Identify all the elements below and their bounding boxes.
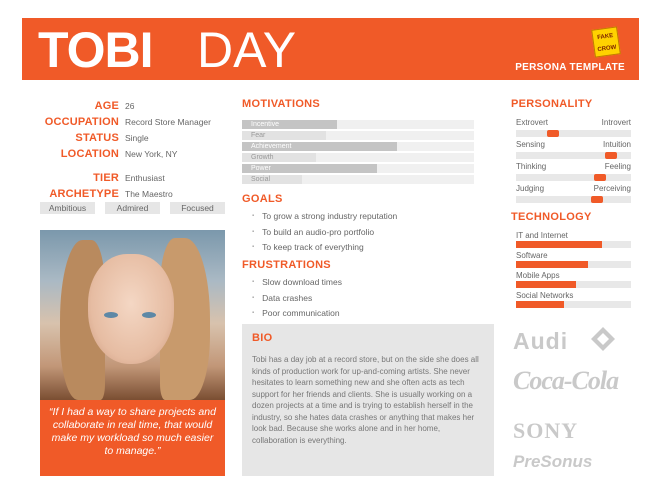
field-key: TIER <box>93 172 119 184</box>
field-value: Single <box>125 133 149 143</box>
field-key: OCCUPATION <box>44 116 119 128</box>
motivation-label: Incentive <box>251 121 280 128</box>
technology-bar <box>511 251 631 269</box>
motivation-label: Fear <box>251 132 266 139</box>
goal-item: ▪ To keep track of everything <box>252 240 482 256</box>
slider-left-label: Judging <box>516 184 545 193</box>
personality-slider <box>511 184 631 206</box>
slider-track <box>516 174 631 181</box>
field-key: ARCHETYPE <box>49 188 119 200</box>
field-value: The Maestro <box>125 189 173 199</box>
motivation-label: Power <box>251 165 271 172</box>
personality-slider <box>511 118 631 140</box>
frustrations-section <box>242 259 482 322</box>
persona-last-name: DAY <box>197 22 297 78</box>
persona-photo <box>40 230 225 400</box>
personality-title: PERSONALITY <box>511 98 593 110</box>
slider-right-label: Feeling <box>604 162 631 171</box>
trait-tag: Ambitious <box>40 202 95 214</box>
motivations-section <box>242 98 482 184</box>
slider-right-label: Perceiving <box>593 184 631 193</box>
header-banner <box>22 18 639 80</box>
personality-section <box>511 98 631 206</box>
bio-title: BIO <box>252 332 273 344</box>
slider-right-label: Introvert <box>601 118 631 127</box>
goals-title: GOALS <box>242 193 283 205</box>
photo-eye <box>142 312 156 318</box>
field-value: New York, NY <box>125 149 178 159</box>
technology-section <box>511 211 631 309</box>
presonus-logo: PreSonus <box>513 452 593 471</box>
persona-first-name: TOBI <box>38 22 153 78</box>
field-value: 26 <box>125 101 135 111</box>
motivation-bar <box>242 141 482 151</box>
field-location <box>28 146 228 162</box>
motivation-bar <box>242 163 482 173</box>
persona-quote: “If I had a way to share projects and collaborate in real time, that would make my workload so much easier to manage.” <box>40 400 225 476</box>
technology-bar <box>511 291 631 309</box>
motivation-label: Achievement <box>251 143 292 150</box>
slider-knob <box>547 130 559 137</box>
technology-bars <box>511 231 631 309</box>
spacer <box>28 162 228 170</box>
personality-slider <box>511 140 631 162</box>
bar-fill <box>516 261 588 268</box>
spacer <box>511 223 631 229</box>
slider-left-label: Thinking <box>516 162 547 171</box>
bar-fill <box>516 281 576 288</box>
frustration-item: ▪ Poor communication <box>252 306 482 322</box>
field-occupation <box>28 114 228 130</box>
motivation-bars <box>242 119 482 184</box>
sony-logo: SONY <box>513 418 579 443</box>
spacer <box>511 110 631 118</box>
frustrations-title: FRUSTRATIONS <box>242 259 331 271</box>
frustration-item: ▪ Slow download times <box>252 275 482 291</box>
field-key: STATUS <box>75 132 119 144</box>
photo-eye <box>104 312 118 318</box>
field-key: LOCATION <box>60 148 119 160</box>
slider-knob <box>591 196 603 203</box>
trait-tags <box>40 202 225 214</box>
field-key: AGE <box>94 100 119 112</box>
slider-track <box>516 196 631 203</box>
personality-slider <box>511 162 631 184</box>
slider-left-label: Sensing <box>516 140 545 149</box>
technology-title: TECHNOLOGY <box>511 211 592 223</box>
motivation-bar <box>242 152 482 162</box>
motivation-label: Social <box>251 176 271 183</box>
technology-label: IT and Internet <box>516 231 568 240</box>
profile-fields <box>28 98 228 202</box>
persona-template-label: PERSONA TEMPLATE <box>515 62 625 73</box>
spacer <box>242 110 482 118</box>
frustration-item: ▪ Data crashes <box>252 291 482 307</box>
bar-fill <box>516 301 564 308</box>
bio-panel <box>242 324 494 476</box>
technology-label: Social Networks <box>516 291 574 300</box>
bar-fill <box>516 241 602 248</box>
technology-bar <box>511 231 631 249</box>
coca-cola-logo: Coca-Cola <box>513 366 619 395</box>
motivation-bar <box>242 119 482 129</box>
technology-label: Software <box>516 251 548 260</box>
motivation-bar <box>242 174 482 184</box>
motivation-bar <box>242 130 482 140</box>
goal-item: ▪ To build an audio-pro portfolio <box>252 225 482 241</box>
field-value: Record Store Manager <box>125 117 211 127</box>
slider-left-label: Extrovert <box>516 118 549 127</box>
field-age <box>28 98 228 114</box>
audi-mark-icon <box>590 326 616 352</box>
motivations-title: MOTIVATIONS <box>242 98 321 110</box>
personality-sliders <box>511 118 631 206</box>
field-value: Enthusiast <box>125 173 165 183</box>
logo-text-1: FAKE <box>596 32 614 42</box>
logo-text-2: CROW <box>597 44 617 54</box>
field-tier <box>28 170 228 186</box>
trait-tag: Focused <box>170 202 225 214</box>
bio-text: Tobi has a day job at a record store, but on the side she does all kinds of production work for up-and-coming artists. She never hesitates to learn something new and she often acts as tech support for her friends and clients. She is usually working on a dozen projects at a time and is trying to establish herself in the industry, so she hates data crashes or anything that makes her look bad. Because she works alone and in her home, collaboration is everything. <box>252 355 479 445</box>
goal-item: ▪ To grow a strong industry reputation <box>252 209 482 225</box>
photo-face <box>88 254 174 364</box>
technology-label: Mobile Apps <box>516 271 560 280</box>
technology-bar <box>511 271 631 289</box>
slider-knob <box>594 174 606 181</box>
fake-crow-logo-icon <box>591 26 621 57</box>
slider-knob <box>605 152 617 159</box>
goals-section <box>242 193 482 256</box>
audi-logo: Audi <box>513 328 569 354</box>
field-archetype <box>28 186 228 202</box>
motivation-label: Growth <box>251 154 274 161</box>
slider-track <box>516 130 631 137</box>
slider-right-label: Intuition <box>602 140 631 149</box>
trait-tag: Admired <box>105 202 160 214</box>
field-status <box>28 130 228 146</box>
